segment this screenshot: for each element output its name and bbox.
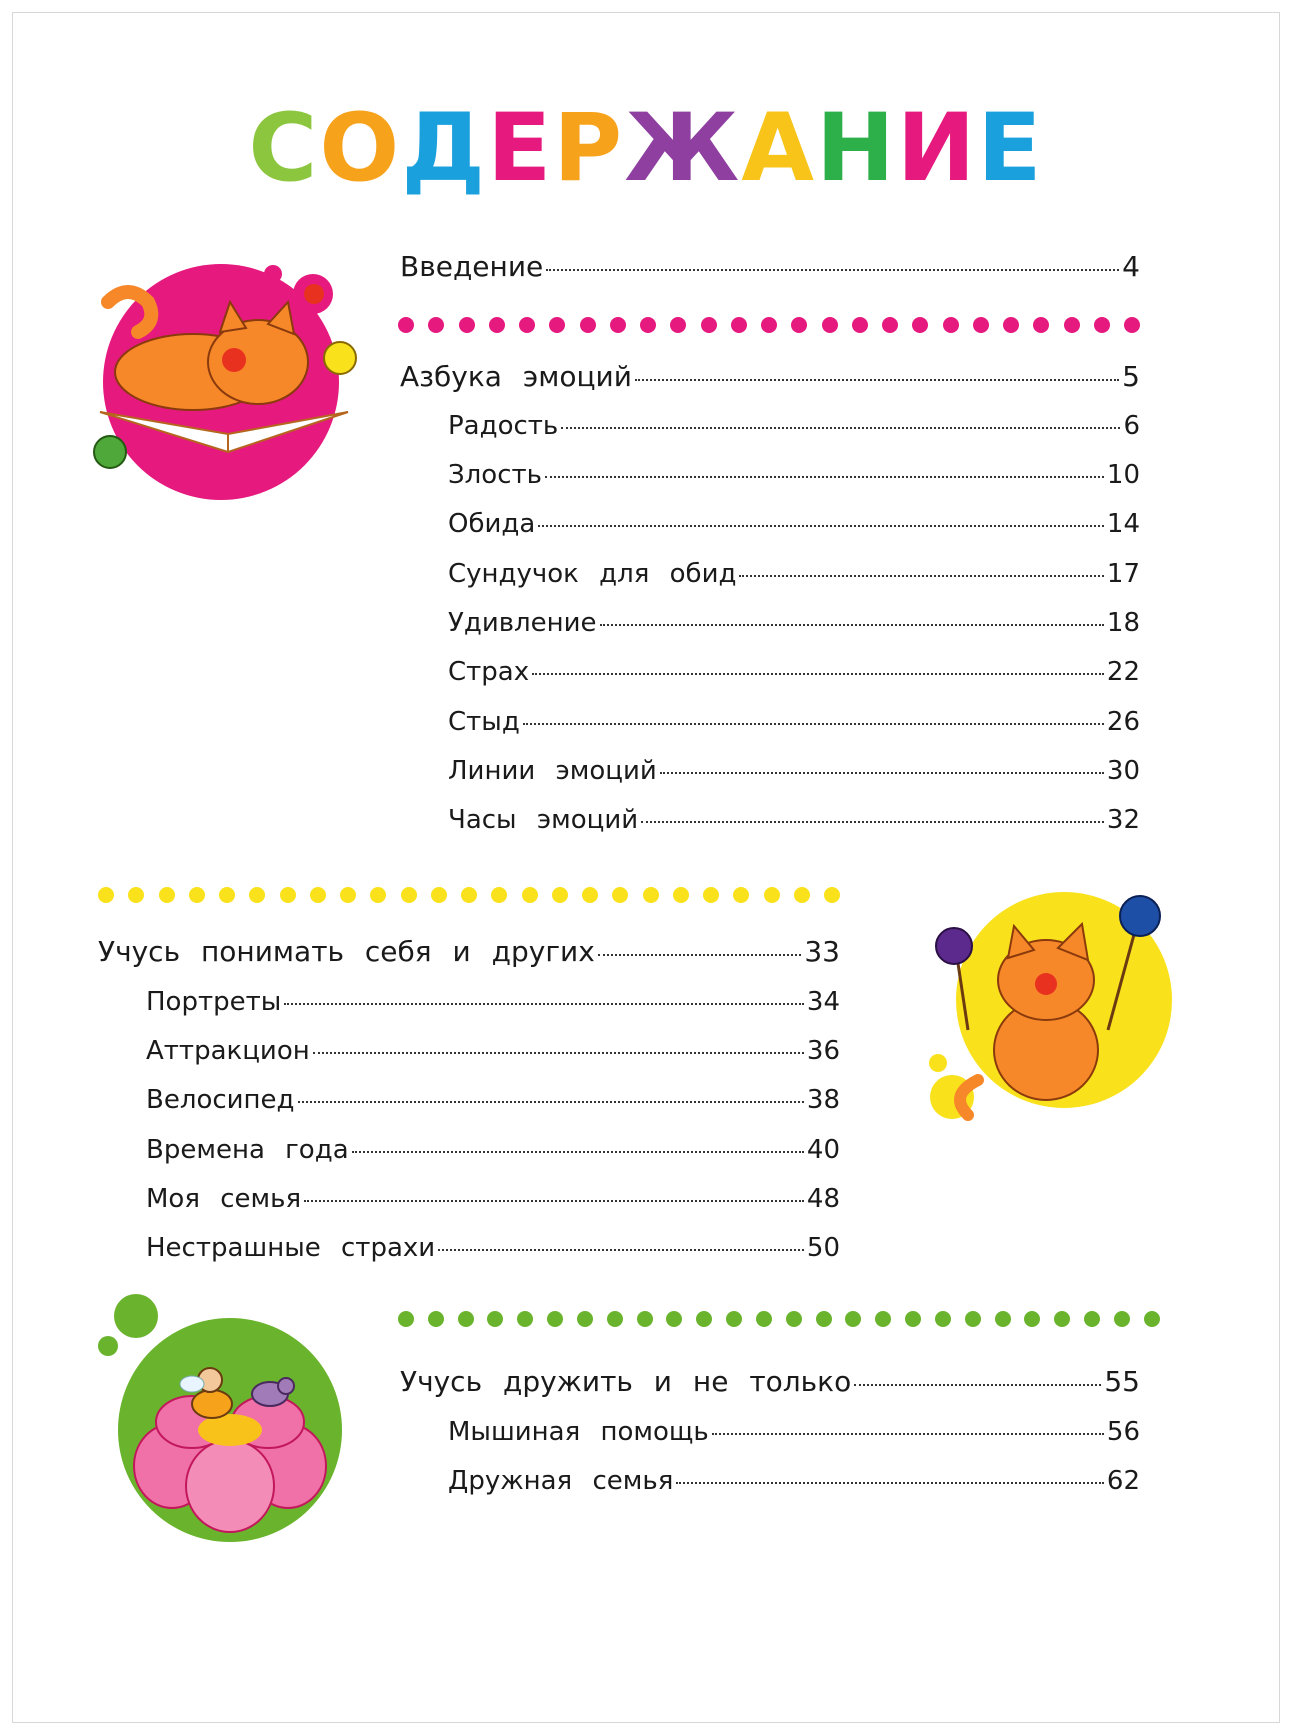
toc-item[interactable] bbox=[448, 805, 1140, 835]
toc-label: Сундучок для обид bbox=[448, 559, 737, 589]
toc-label: Времена года bbox=[146, 1135, 349, 1165]
title-letter: С bbox=[248, 94, 320, 203]
toc-label: Аттракцион bbox=[146, 1036, 310, 1066]
title-letter: А bbox=[741, 94, 817, 203]
toc-label: Удивление bbox=[448, 608, 597, 638]
toc-item[interactable] bbox=[448, 707, 1140, 737]
toc-page-number: 10 bbox=[1106, 460, 1140, 490]
title-letter: Е bbox=[977, 94, 1044, 203]
toc-leader bbox=[546, 269, 1119, 271]
toc-item[interactable] bbox=[448, 559, 1140, 589]
green-dot-divider bbox=[398, 1311, 1160, 1327]
toc-page-number: 48 bbox=[806, 1184, 840, 1214]
title-letter: И bbox=[896, 94, 978, 203]
title-letter: О bbox=[319, 94, 402, 203]
toc-leader bbox=[739, 575, 1103, 577]
toc-label: Моя семья bbox=[146, 1184, 302, 1214]
page-title bbox=[0, 94, 1292, 203]
toc-page-number: 38 bbox=[806, 1085, 840, 1115]
toc-label: Злость bbox=[448, 460, 542, 490]
pink-dot-divider bbox=[398, 317, 1140, 333]
toc-section-emotions[interactable] bbox=[400, 360, 1140, 393]
toc-label: Нестрашные страхи bbox=[146, 1233, 436, 1263]
toc-leader bbox=[641, 821, 1104, 823]
toc-label: Введение bbox=[400, 250, 544, 283]
toc-item[interactable] bbox=[448, 460, 1140, 490]
toc-leader bbox=[304, 1200, 804, 1202]
toc-section-friendship[interactable] bbox=[400, 1365, 1140, 1398]
toc-label: Часы эмоций bbox=[448, 805, 639, 835]
title-letter: Ж bbox=[624, 94, 742, 203]
toc-page-number: 18 bbox=[1106, 608, 1140, 638]
toc-item[interactable] bbox=[146, 1085, 840, 1115]
toc-leader bbox=[561, 427, 1120, 429]
toc-page-number: 6 bbox=[1123, 411, 1140, 441]
toc-leader bbox=[538, 525, 1104, 527]
toc-page-number: 5 bbox=[1122, 360, 1140, 393]
toc-item[interactable] bbox=[448, 1417, 1140, 1447]
toc-leader bbox=[854, 1384, 1101, 1386]
toc-page-number: 14 bbox=[1106, 509, 1140, 539]
toc-item[interactable] bbox=[448, 509, 1140, 539]
toc-page-number: 50 bbox=[806, 1233, 840, 1263]
toc-section-understanding[interactable] bbox=[98, 935, 840, 968]
toc-page-number: 55 bbox=[1104, 1365, 1140, 1398]
toc-item[interactable] bbox=[448, 1466, 1140, 1496]
toc-leader bbox=[352, 1151, 804, 1153]
toc-item[interactable] bbox=[448, 608, 1140, 638]
toc-label: Дружная семья bbox=[448, 1466, 674, 1496]
toc-leader bbox=[676, 1482, 1104, 1484]
toc-item[interactable] bbox=[448, 657, 1140, 687]
toc-item[interactable] bbox=[146, 1036, 840, 1066]
bee-on-flower-illustration bbox=[92, 1290, 362, 1546]
yellow-dot-divider bbox=[98, 887, 840, 903]
toc-leader bbox=[284, 1003, 804, 1005]
title-letter: Р bbox=[553, 94, 625, 203]
toc-leader bbox=[598, 954, 802, 956]
toc-leader bbox=[532, 673, 1104, 675]
toc-page-number: 56 bbox=[1106, 1417, 1140, 1447]
toc-label: Радость bbox=[448, 411, 559, 441]
toc-label: Линии эмоций bbox=[448, 756, 657, 786]
toc-page-number: 4 bbox=[1122, 250, 1140, 283]
title-letter: Е bbox=[487, 94, 554, 203]
toc-item[interactable] bbox=[448, 411, 1140, 441]
toc-label: Мышиная помощь bbox=[448, 1417, 709, 1447]
toc-label: Обида bbox=[448, 509, 536, 539]
toc-label: Велосипед bbox=[146, 1085, 295, 1115]
toc-leader bbox=[298, 1101, 804, 1103]
toc-leader bbox=[660, 772, 1104, 774]
toc-label: Страх bbox=[448, 657, 530, 687]
toc-label: Учусь дружить и не только bbox=[400, 1365, 852, 1398]
toc-leader bbox=[438, 1249, 804, 1251]
toc-leader bbox=[712, 1433, 1104, 1435]
toc-page-number: 26 bbox=[1106, 707, 1140, 737]
toc-page-number: 40 bbox=[806, 1135, 840, 1165]
toc-item[interactable] bbox=[146, 1233, 840, 1263]
toc-page-number: 17 bbox=[1106, 559, 1140, 589]
toc-item[interactable] bbox=[448, 756, 1140, 786]
toc-page-number: 32 bbox=[1106, 805, 1140, 835]
toc-page-number: 34 bbox=[806, 987, 840, 1017]
toc-page-number: 62 bbox=[1106, 1466, 1140, 1496]
title-letter: Д bbox=[401, 94, 488, 203]
cat-reading-illustration bbox=[88, 262, 368, 502]
toc-item[interactable] bbox=[146, 1184, 840, 1214]
toc-page-number: 22 bbox=[1106, 657, 1140, 687]
toc-leader bbox=[600, 624, 1104, 626]
toc-page-number: 36 bbox=[806, 1036, 840, 1066]
toc-item[interactable] bbox=[146, 987, 840, 1017]
toc-label: Азбука эмоций bbox=[400, 360, 632, 393]
toc-leader bbox=[635, 379, 1119, 381]
toc-leader bbox=[523, 723, 1104, 725]
toc-item[interactable] bbox=[146, 1135, 840, 1165]
toc-page-number: 30 bbox=[1106, 756, 1140, 786]
toc-leader bbox=[545, 476, 1104, 478]
toc-label: Учусь понимать себя и других bbox=[98, 935, 595, 968]
title-letter: Н bbox=[816, 94, 897, 203]
toc-page-number: 33 bbox=[804, 935, 840, 968]
toc-label: Стыд bbox=[448, 707, 520, 737]
toc-section-intro[interactable] bbox=[400, 250, 1140, 283]
toc-leader bbox=[313, 1052, 804, 1054]
toc-label: Портреты bbox=[146, 987, 282, 1017]
cat-with-emotion-faces-illustration bbox=[918, 880, 1178, 1130]
